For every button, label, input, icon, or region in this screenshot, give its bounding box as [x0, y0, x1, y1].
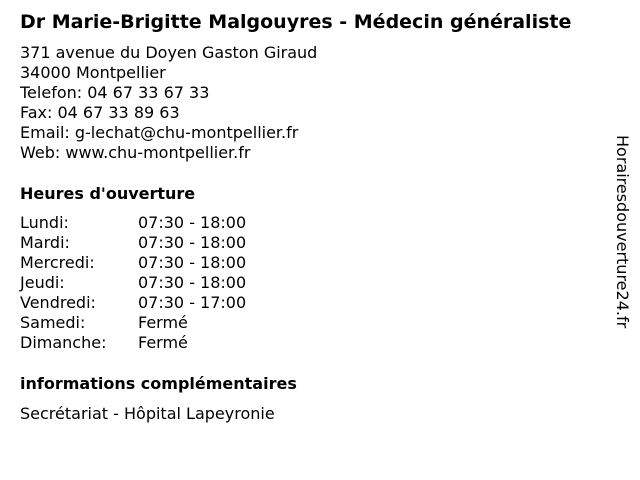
address-line-2: 34000 Montpellier: [20, 63, 166, 82]
hours-row-sunday: [20, 333, 246, 353]
hours-day: Samedi:: [20, 313, 86, 332]
contact-block: [20, 43, 317, 163]
page-title: Dr Marie-Brigitte Malgouyres - Médecin généraliste: [20, 11, 572, 33]
hours-time: Fermé: [138, 313, 188, 332]
opening-hours-table: [20, 213, 246, 353]
phone-number: Telefon: 04 67 33 67 33: [20, 83, 210, 102]
hours-day: Vendredi:: [20, 293, 96, 312]
site-watermark: Horairesdouverture24.fr: [613, 135, 632, 329]
additional-info-heading: informations complémentaires: [20, 374, 297, 393]
hours-row-tuesday: [20, 233, 246, 253]
fax-number: Fax: 04 67 33 89 63: [20, 103, 180, 122]
web-address: Web: www.chu-montpellier.fr: [20, 143, 251, 162]
hours-time: 07:30 - 17:00: [138, 293, 247, 312]
hours-row-saturday: [20, 313, 246, 333]
hours-time: 07:30 - 18:00: [138, 233, 247, 252]
hours-row-friday: [20, 293, 246, 313]
hours-day: Lundi:: [20, 213, 69, 232]
hours-day: Mardi:: [20, 233, 70, 252]
hours-time: 07:30 - 18:00: [138, 213, 247, 232]
hours-row-monday: [20, 213, 246, 233]
address-line-1: 371 avenue du Doyen Gaston Giraud: [20, 43, 318, 62]
email-address: Email: g-lechat@chu-montpellier.fr: [20, 123, 299, 142]
hours-day: Jeudi:: [20, 273, 65, 292]
hours-time: 07:30 - 18:00: [138, 273, 247, 292]
hours-row-thursday: [20, 273, 246, 293]
additional-info-text: Secrétariat - Hôpital Lapeyronie: [20, 404, 275, 423]
hours-time: 07:30 - 18:00: [138, 253, 247, 272]
hours-time: Fermé: [138, 333, 188, 352]
hours-row-wednesday: [20, 253, 246, 273]
opening-hours-heading: Heures d'ouverture: [20, 184, 196, 203]
hours-day: Mercredi:: [20, 253, 95, 272]
hours-day: Dimanche:: [20, 333, 107, 352]
